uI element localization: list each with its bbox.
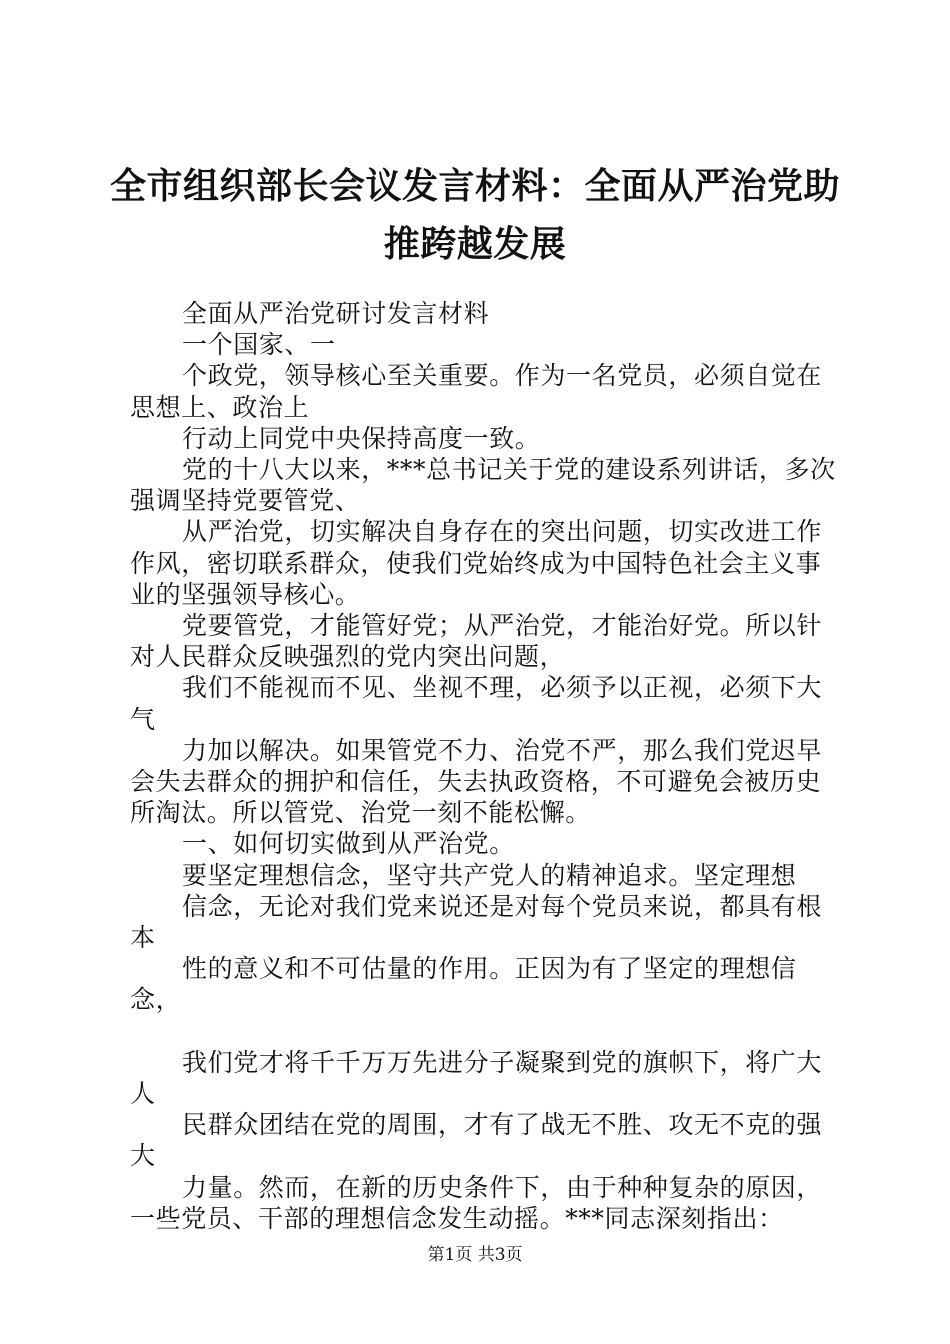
paragraph: 性的意义和不可估量的作用。正因为有了坚定的理想信念， (130, 954, 797, 1015)
paragraph: 一、如何切实做到从严治党。 (182, 829, 515, 859)
page-number-label: 第1页 共3页 (427, 1245, 523, 1265)
document-body (130, 298, 845, 1234)
paragraph: 行动上同党中央保持高度一致。 (182, 423, 541, 453)
paragraph: 党的十八大以来，***总书记关于党的建设系列讲话，多次强调坚持党要管党、 (130, 455, 836, 516)
paragraph: 力加以解决。如果管党不力、治党不严，那么我们党迟早会失去群众的拥护和信任，失去执政资格，不可避免会被历史所淘汰。所以管党、治党一刻不能松懈。 (130, 735, 823, 828)
title-line-1: 全市组织部长会议发言材料：全面从严治党助 (109, 166, 840, 207)
paragraph: 从严治党，切实解决自身存在的突出问题，切实改进工作作风，密切联系群众，使我们党始终成为中国特色社会主义事业的坚强领导核心。 (130, 517, 823, 609)
paragraph: 我们党才将千千万万先进分子凝聚到党的旗帜下，将广大人 (130, 1047, 823, 1109)
title-line-2: 推跨越发展 (383, 224, 567, 265)
paragraph-gap (130, 1016, 845, 1047)
paragraph: 信念，无论对我们党来说还是对每个党员来说，都具有根本 (130, 891, 823, 953)
paragraph: 全面从严治党研讨发言材料 (182, 299, 490, 328)
paragraph: 个政党，领导核心至关重要。作为一名党员，必须自觉在思想上、政治上 (130, 361, 823, 422)
paragraph: 民群众团结在党的周围，才有了战无不胜、攻无不克的强大 (130, 1110, 823, 1171)
paragraph: 要坚定理想信念，坚守共产党人的精神追求。坚定理想 (182, 860, 797, 890)
document-title (100, 158, 850, 274)
paragraph: 力量。然而，在新的历史条件下，由于种种复杂的原因，一些党员、干部的理想信念发生动摇。***同志深刻指出： (130, 1172, 823, 1233)
paragraph: 一个国家、一 (182, 330, 336, 360)
paragraph: 我们不能视而不见、坐视不理，必须予以正视，必须下大气 (130, 673, 823, 734)
paragraph: 党要管党，才能管好党；从严治党，才能治好党。所以针对人民群众反映强烈的党内突出问题， (130, 611, 823, 672)
page-footer (0, 1244, 950, 1266)
